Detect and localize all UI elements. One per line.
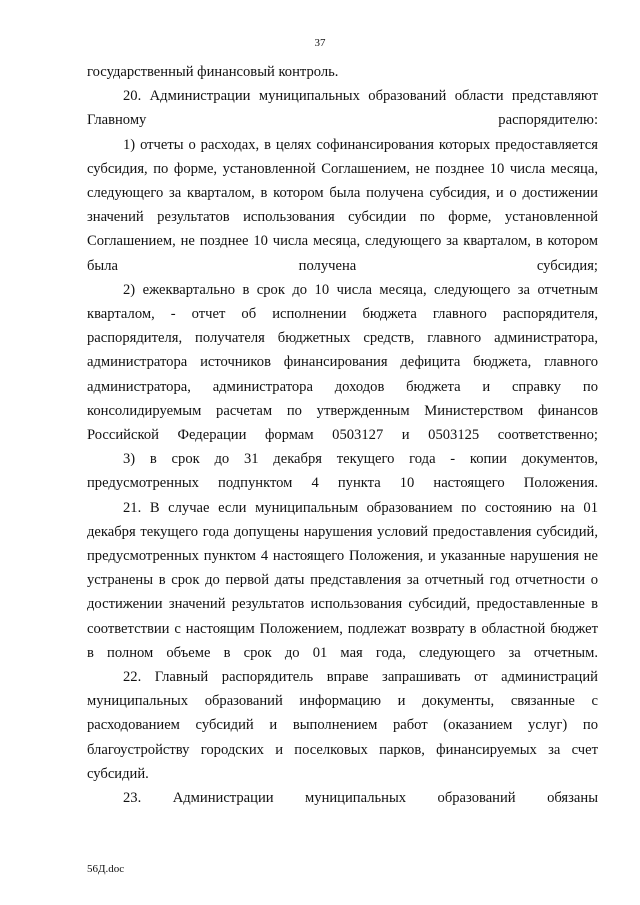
paragraph-clause-23: 23. Администрации муниципальных образований обязаны bbox=[123, 790, 598, 807]
paragraph-financial-control-end: государственный финансовый контроль. bbox=[87, 64, 339, 80]
paragraph-clause-20-item-1: 1) отчеты о расходах, в целях софинансирования которых предоставляется субсидия, по форме, установленной Соглашением, не позднее 10 числа месяца, следующего за кварталом, в котором была получена субсидия, и о достижении значений результатов использования субсидии по форме, установленной Соглашением, не позднее 10 числа месяца, следующего за кварталом, в котором была получена субсидия; bbox=[87, 136, 598, 274]
paragraph-clause-20: 20. Администрации муниципальных образований области представляют Главному распорядителю: bbox=[87, 88, 598, 129]
paragraph-clause-20-item-3: 3) в срок до 31 декабря текущего года - копии документов, предусмотренных подпунктом 4 пункта 10 настоящего Положения. bbox=[87, 451, 598, 492]
page-number: 37 bbox=[314, 37, 326, 49]
paragraph-clause-22: 22. Главный распорядитель вправе запрашивать от администраций муниципальных образований информацию и документы, связанные с расходованием субсидий и выполнением работ (оказанием услуг) по благоустройству городских и поселковых парков, финансируемых за счет субсидий. bbox=[87, 669, 598, 782]
document-footer-filename: 56Д.doc bbox=[87, 863, 125, 875]
paragraph-clause-20-item-2: 2) ежеквартально в срок до 10 числа месяца, следующего за отчетным кварталом, - отчет об исполнении бюджета главного распорядителя, распорядителя, получателя бюджетных средств, главного администратора, администратора источников финансирования дефицита бюджета, главного администратора, администратора доходов бюджета и справку по консолидируемым расчетам по утвержденным Министерством финансов Российской Федерации формам 0503127 и 0503125 соответственно; bbox=[87, 281, 598, 444]
document-body bbox=[87, 60, 598, 810]
paragraph-clause-21: 21. В случае если муниципальным образованием по состоянию на 01 декабря текущего года допущены нарушения условий предоставления субсидий, предусмотренных пунктом 4 настоящего Положения, и указанные нарушения не устранены в срок до первой даты представления за отчетный год отчетности о достижении значений результатов использования субсидий, предоставленные в соответствии с настоящим Положением, подлежат возврату в областной бюджет в полном объеме в срок до 01 мая года, следующего за отчетным. bbox=[87, 499, 598, 661]
